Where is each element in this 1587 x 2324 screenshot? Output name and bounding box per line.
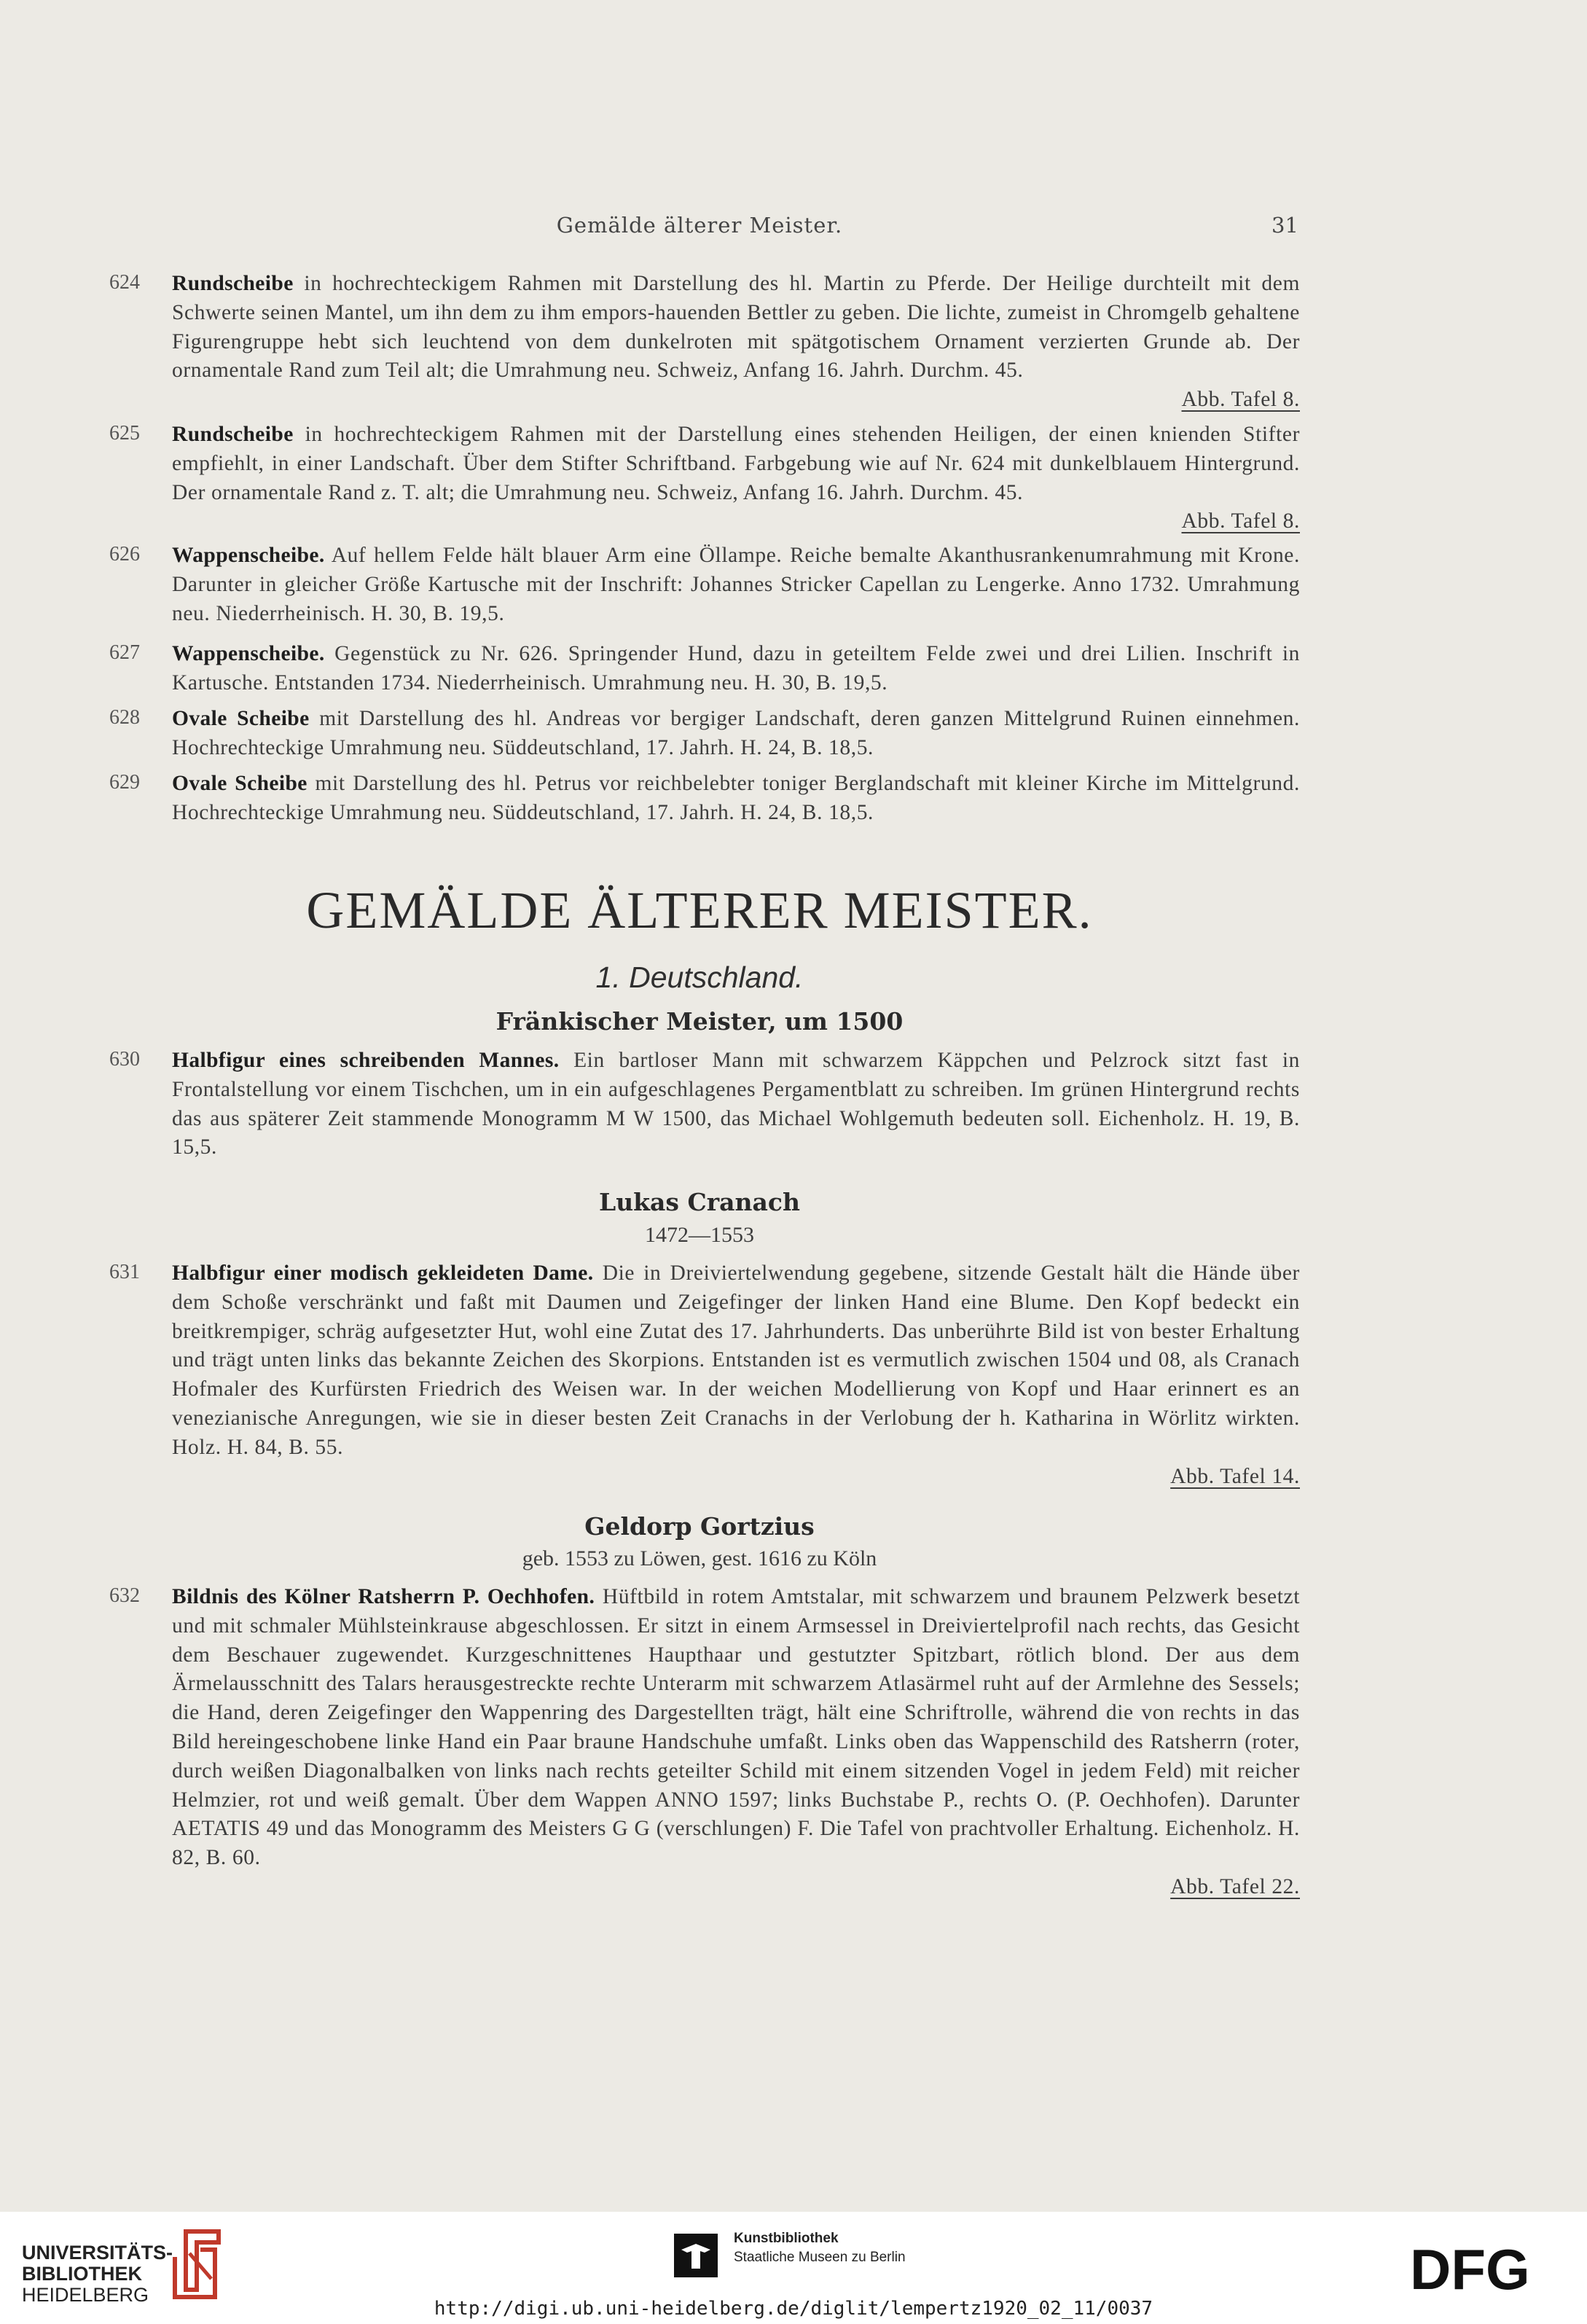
library-name-line: BIBLIOTHEK — [22, 2263, 142, 2285]
kunstbibliothek-subtitle: Staatliche Museen zu Berlin — [734, 2250, 906, 2265]
heidelberg-library-logo[interactable] — [22, 2226, 270, 2307]
entry-body — [172, 705, 1300, 763]
entry-number: 624 — [109, 271, 140, 294]
digitization-footer — [0, 2212, 1587, 2324]
entry-text: Gegenstück zu Nr. 626. Springender Hund, dazu in geteiltem Felde zwei und drei Lilien. Inschrift in Kartusche. Entstanden 1734. Niederrheinisch. Umrahmung neu. H. 30, B. 19,5. — [172, 642, 1300, 695]
entry-number: 630 — [109, 1048, 140, 1071]
library-name — [22, 2242, 173, 2306]
library-name-line: UNIVERSITÄTS- — [22, 2242, 173, 2264]
entry-body — [172, 270, 1300, 415]
entry-text: Hüftbild in rotem Amtstalar, mit schwarzem und braunem Pelzwerk besetzt und mit schmaler Mühlsteinkrause abgeschlossen. Er sitzt in einem Armsessel in Dreiviertelprofil nach rechts, das Gesicht dem Beschauer zugewendet. Kurzgeschnittenes Haupthaar und gestutzter Spitzbart, rötlich blond. Der aus dem Ärmelausschnitt des Talars herausgestreckte rechte Unterarm mit schwarzem Atlasärmel ruht auf der Armlehne des Sessels; die Hand, deren Zeigefinger den Wappenring des Dargestellten trägt, hält eine Schriftrolle, während die von rechts in das Bild hereingeschobene linke Hand ein Paar braune Handschuhe umfaßt. Links oben das Wappenschild des Ratsherrn (roter, durch weißen Diagonalbalken von links nach rechts geteilter Schild mit einem sitzenden Vogel in jedem Feld) mit reicher Helmzier, rot und weiß gemalt. Über dem Wappen ANNO 1597; links Buchstabe P., rechts O. (P. Oechhofen). Darunter AETATIS 49 und das Monogramm des Meisters G G (verschlungen) F. Die Tafel von prachtvoller Erhaltung. Eichenholz. H. 82, B. 60. — [172, 1585, 1300, 1870]
entry-number: 627 — [109, 641, 140, 664]
artist-name: Geldorp Gortzius — [584, 1512, 815, 1541]
entry-number: 631 — [109, 1261, 140, 1283]
entry-body — [172, 640, 1300, 698]
entry-number: 625 — [109, 422, 140, 445]
dfg-logo-text: DFG — [1410, 2241, 1530, 2299]
running-title: Gemälde älterer Meister. — [556, 213, 843, 238]
entry-title: Halbfigur eines schreibenden Mannes. — [172, 1049, 560, 1072]
dfg-logo-icon — [1410, 2241, 1563, 2299]
entry-number: 626 — [109, 543, 140, 566]
dfg-logo[interactable] — [1410, 2241, 1563, 2302]
running-header — [0, 213, 1587, 249]
entry-text: Die in Dreiviertelwendung gegebene, sitzende Gestalt hält die Hände über dem Schoße verschränkt und faßt mit Daumen und Zeigefinger der linken Hand eine Blume. Den Kopf bedeckt ein breitkrempiger, schräg aufgesetzter Hut, wohl eine Zutat des 17. Jahrhunderts. Das unberührte Bild ist von bester Erhaltung und trägt unten links das bekannte Zeichen des Skorpions. Entstanden ist es vermutlich zwischen 1504 und 08, als Cranach Hofmaler des Kurfürsten Friedrich des Weisen war. In der weichen Modellierung von Kopf und Haar erinnert es an venezianische Anregungen, wie sie in dieser besten Zeit Cranachs in der Verlobung der h. Katharina in Wörlitz wirkten. Holz. H. 84, B. 55. — [172, 1261, 1300, 1459]
section-title: GEMÄLDE ÄLTERER MEISTER. — [306, 881, 1093, 939]
entry-number: 628 — [109, 706, 140, 729]
kunstbibliothek-name: Kunstbibliothek — [734, 2231, 839, 2246]
entry-body — [172, 420, 1300, 536]
entry-title: Halbfigur einer modisch gekleideten Dame. — [172, 1261, 594, 1285]
entry-number: 632 — [109, 1584, 140, 1607]
artist-dates: geb. 1553 zu Löwen, gest. 1616 zu Köln — [522, 1546, 877, 1570]
entry-title: Wappenscheibe. — [172, 544, 325, 567]
entry-title: Rundscheibe — [172, 423, 294, 446]
entry-text: in hochrechteckigem Rahmen mit Darstellung des hl. Martin zu Pferde. Der Heilige durchteilt mit dem Schwerte seinen Mantel, um ihn dem zu ihm empors-hauenden Bettler zu geben. Die lichte, zumeist in Chromgelb gehaltene Figurengruppe hebt sich leuchtend von dem dunkelroten mit spätgotischem Ornament verzierten Grunde ab. Der ornamentale Rand zum Teil alt; die Umrahmung neu. Schweiz, Anfang 16. Jahrh. Durchm. 45. — [172, 272, 1300, 383]
permalink-url[interactable]: http://digi.ub.uni-heidelberg.de/diglit/lempertz1920_02_11/0037 — [434, 2298, 1153, 2320]
entry-text: mit Darstellung des hl. Andreas vor bergiger Landschaft, deren ganzen Mittelgrund Ruinen einnehmen. Hochrechteckige Umrahmung neu. Süddeutschland, 17. Jahrh. H. 24, B. 18,5. — [172, 707, 1300, 759]
library-name-line: HEIDELBERG — [22, 2284, 149, 2306]
entry-number: 629 — [109, 771, 140, 794]
entry-title: Bildnis des Kölner Ratsherrn P. Oechhofen. — [172, 1585, 595, 1608]
entry-title: Ovale Scheibe — [172, 707, 310, 730]
plate-reference: Abb. Tafel 8. — [1181, 388, 1300, 412]
artist-name: Fränkischer Meister, um 1500 — [495, 1007, 904, 1036]
plate-reference: Abb. Tafel 22. — [1170, 1874, 1300, 1898]
entry-title: Wappenscheibe. — [172, 642, 325, 665]
entry-title: Rundscheibe — [172, 272, 294, 295]
entry-body — [172, 541, 1300, 628]
library-emblem-icon — [160, 2228, 226, 2301]
entry-text: Auf hellem Felde hält blauer Arm eine Öllampe. Reiche bemalte Akanthusrankenumrahmung mit Krone. Darunter in gleicher Größe Kartusche mit der Inschrift: Johannes Stricker Capellan zu Lengerke. Anno 1732. Umrahmung neu. Niederrheinisch. H. 30, B. 19,5. — [172, 544, 1300, 625]
page-number: 31 — [1271, 213, 1298, 238]
plate-reference: Abb. Tafel 8. — [1181, 509, 1300, 533]
entry-body — [172, 770, 1300, 828]
entry-body — [172, 1046, 1300, 1162]
entry-body — [172, 1583, 1300, 1902]
artist-name: Lukas Cranach — [598, 1188, 800, 1216]
entry-title: Ovale Scheibe — [172, 772, 307, 795]
section-subtitle: 1. Deutschland. — [595, 960, 804, 994]
entry-text: in hochrechteckigem Rahmen mit der Darstellung eines stehenden Heiligen, der einen knienden Stifter empfiehlt, in einer Landschaft. Über dem Stifter Schriftband. Farbgebung wie auf Nr. 624 mit dunkelblauem Hintergrund. Der ornamentale Rand z. T. alt; die Umrahmung neu. Schweiz, Anfang 16. Jahrh. Durchm. 45. — [172, 423, 1300, 504]
entry-body — [172, 1259, 1300, 1491]
entry-text: mit Darstellung des hl. Petrus vor reichbelebter toniger Berglandschaft mit kleiner Kirche im Mittelgrund. Hochrechteckige Umrahmung neu. Süddeutschland, 17. Jahrh. H. 24, B. 18,5. — [172, 772, 1300, 824]
plate-reference: Abb. Tafel 14. — [1170, 1464, 1300, 1488]
entry-text: Ein bartloser Mann mit schwarzem Käppchen und Pelzrock sitzt fast in Frontalstellung vor einem Tischchen, um in ein aufgeschlagenes Pergamentblatt zu schreiben. Im grünen Hintergrund rechts das aus späterer Zeit stammende Monogramm M W 1500, das Michael Wohlgemuth bedeuten soll. Eichenholz. H. 19, B. 15,5. — [172, 1049, 1300, 1159]
kunstbibliothek-logo[interactable] — [674, 2228, 965, 2286]
kunstbibliothek-eagle-icon — [674, 2234, 718, 2277]
artist-dates: 1472—1553 — [645, 1223, 754, 1247]
